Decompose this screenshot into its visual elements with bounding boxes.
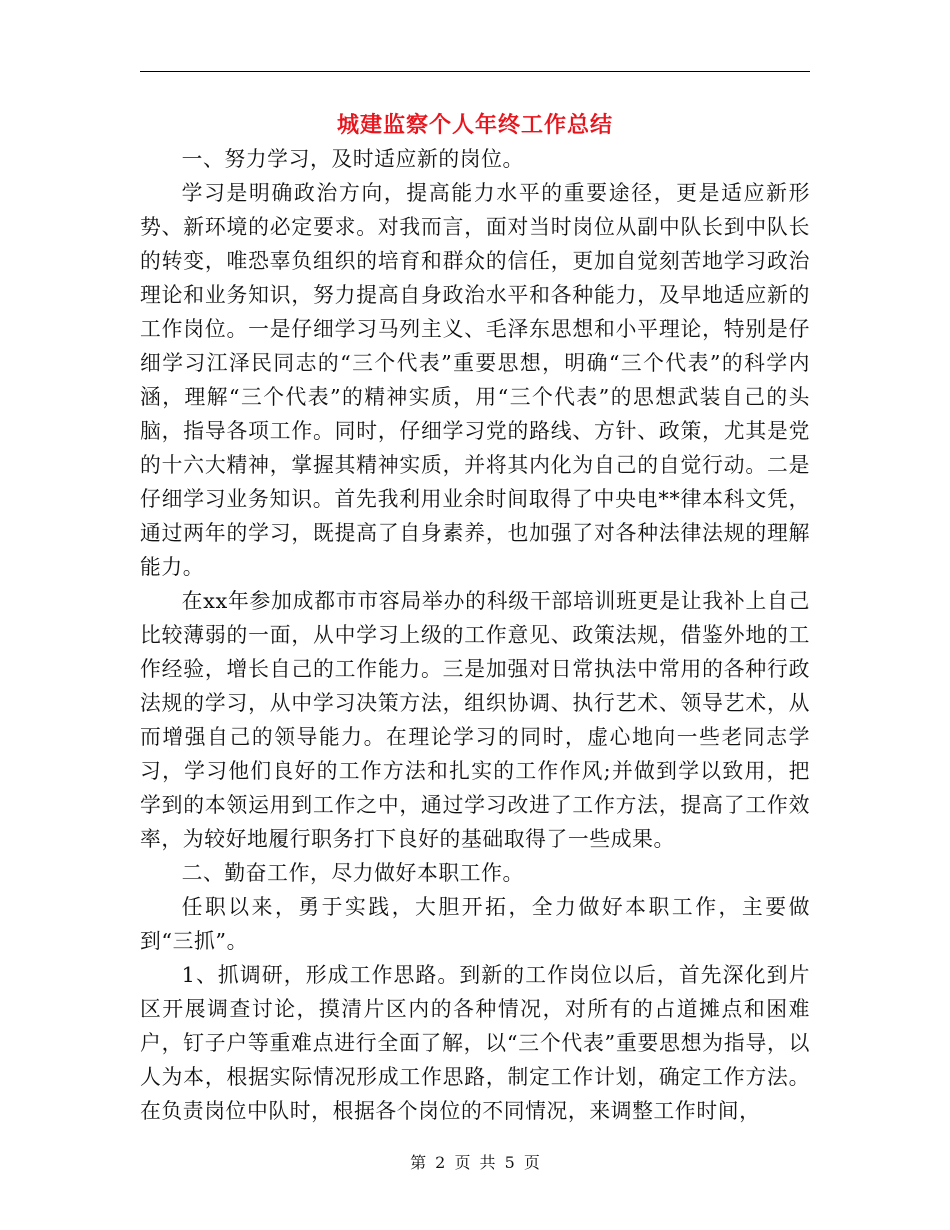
page-number-footer: 第 2 页 共 5 页 — [410, 1153, 540, 1172]
section-heading: 一、努力学习，及时适应新的岗位。 — [181, 147, 524, 171]
header-rule — [140, 71, 810, 72]
body-paragraph: 在xx年参加成都市市容局举办的科级干部培训班更是让我补上自己比较薄弱的一面，从中学习上级的工作意见、政策法规，借鉴外地的工作经验，增长自己的工作能力。三是加强对日常执法中常用的各种行政法规的学习，从中学习决策方法，组织协调、执行艺术、领导艺术，从而增强自己的领导能力。在理论学习的同时，虚心地向一些老同志学习，学习他们良好的工作方法和扎实的工作作风;并做到学以致用，把学到的本领运用到工作之中，通过学习改进了工作方法，提高了工作效率，为较好地履行职务打下良好的基础取得了一些成果。 — [140, 589, 810, 851]
body-paragraph: 学习是明确政治方向，提高能力水平的重要途径，更是适应新形势、新环境的必定要求。对我而言，面对当时岗位从副中队长到中队长的转变，唯恐辜负组织的培育和群众的信任，更加自觉刻苦地学习政治理论和业务知识，努力提高自身政治水平和各种能力，及早地适应新的工作岗位。一是仔细学习马列主义、毛泽东思想和小平理论，特别是仔细学习江泽民同志的“三个代表”重要思想，明确“三个代表”的科学内涵，理解“三个代表”的精神实质，用“三个代表”的思想武装自己的头脑，指导各项工作。同时，仔细学习党的路线、方针、政策，尤其是党的十六大精神，掌握其精神实质，并将其内化为自己的自觉行动。二是仔细学习业务知识。首先我利用业余时间取得了中央电**律本科文凭，通过两年的学习，既提高了自身素养，也加强了对各种法律法规的理解能力。 — [140, 181, 810, 579]
document-body — [140, 142, 810, 1128]
document-title: 城建监察个人年终工作总结 — [336, 112, 613, 138]
body-paragraph: 1、抓调研，形成工作思路。到新的工作岗位以后，首先深化到片区开展调查讨论，摸清片区内的各种情况，对所有的占道摊点和困难户，钉子户等重难点进行全面了解，以“三个代表”重要思想为指导，以人为本，根据实际情况形成工作思路，制定工作计划，确定工作方法。在负责岗位中队时，根据各个岗位的不同情况，来调整工作时间， — [140, 963, 810, 1123]
body-paragraph: 任职以来，勇于实践，大胆开拓，全力做好本职工作，主要做到“三抓”。 — [140, 895, 810, 953]
section-heading: 二、勤奋工作，尽力做好本职工作。 — [181, 861, 524, 885]
